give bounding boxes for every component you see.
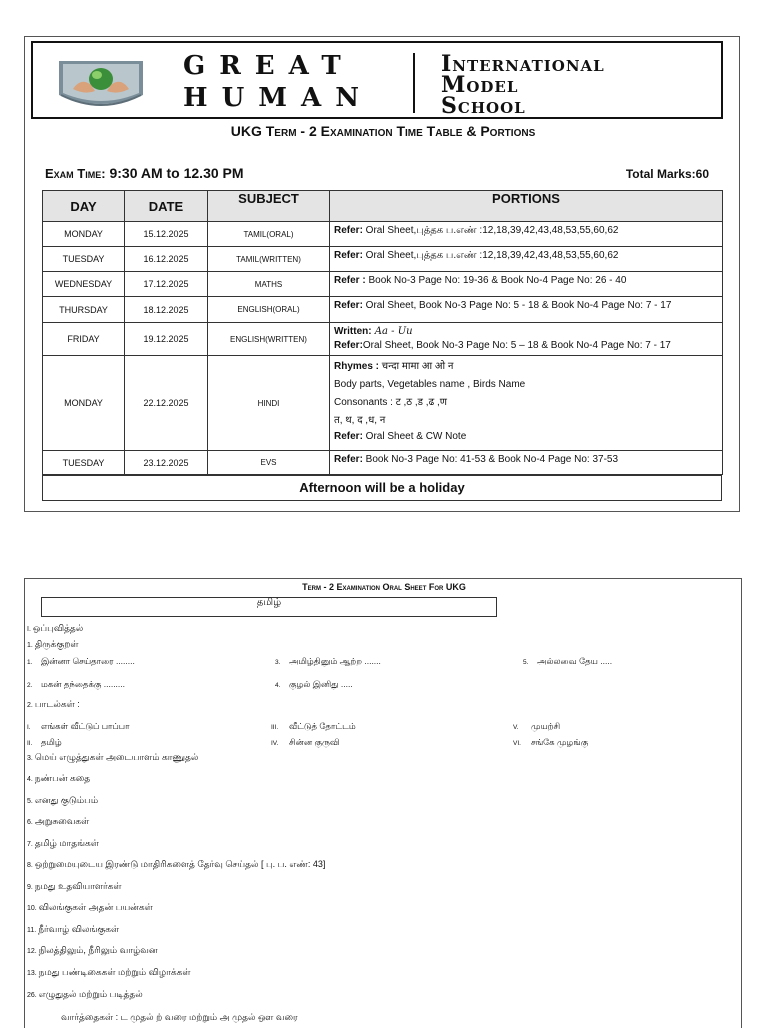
cell-date: 19.12.2025 <box>125 323 208 356</box>
cell-portions <box>330 222 723 247</box>
list-item <box>513 721 560 733</box>
portion-text: Oral Sheet,புத்தக ப.எண் :12,18,39,42,43,48,53,55,60,62 <box>362 250 619 261</box>
section-heading <box>27 623 83 635</box>
section-number: I. <box>27 626 31 633</box>
item-number: I. <box>27 724 31 731</box>
words-line: வார்த்தைகள் : ட முதல் ற் வரை மற்றும் அ முதல் ஔ வரை <box>61 1012 298 1022</box>
consonants-line-2: त, थ, द ,ध, न <box>334 415 386 426</box>
table-row <box>43 356 723 451</box>
topic-line <box>27 752 198 764</box>
cell-subject: EVS <box>208 451 330 475</box>
item-number: VI. <box>513 740 521 747</box>
rhymes-line <box>334 358 718 376</box>
section-heading <box>27 639 79 651</box>
section-number: 2. <box>27 702 33 709</box>
cell-portions <box>330 247 723 272</box>
item-number: III. <box>271 724 279 731</box>
cell-portions <box>330 323 723 356</box>
item-text: முயற்சி <box>531 721 561 731</box>
topic-text: எனது குடும்பம் <box>34 795 99 805</box>
topic-number: 8. <box>27 862 33 869</box>
list-item <box>523 656 612 668</box>
item-text: வீட்டுத் தோட்டம் <box>289 721 356 731</box>
cell-portions <box>330 451 723 475</box>
item-text: மகன் தந்தைக்கு ......... <box>41 679 126 689</box>
section-number: 1. <box>27 642 33 649</box>
school-name-school: School <box>441 93 526 119</box>
portion-text: Oral Sheet,புத்தக ப.எண் :12,18,39,42,43,48,53,55,60,62 <box>362 225 619 236</box>
table-row <box>43 222 723 247</box>
list-item <box>27 721 130 733</box>
item-text: சின்ன குருவி <box>289 737 340 747</box>
portion-text: Oral Sheet & CW Note <box>362 431 467 442</box>
cell-day: THURSDAY <box>43 297 125 323</box>
cell-date: 16.12.2025 <box>125 247 208 272</box>
cell-portions <box>330 297 723 323</box>
item-number: II. <box>27 740 33 747</box>
exam-time-label: Exam Time: <box>45 166 106 181</box>
topic-text: அறுசுவைகள் <box>34 816 90 826</box>
topic-line <box>27 924 119 936</box>
oral-sheet-page <box>24 578 742 1028</box>
topic-number: 10. <box>27 905 37 912</box>
topic-number: 12. <box>27 948 37 955</box>
topic-text: ஒற்றுமையுடைய இரண்டு மாதிரிகளைத் தேர்வு செய்தல் [ பு. ப. எண்: 43] <box>34 859 326 869</box>
section-text: பாடல்கள் : <box>34 699 80 709</box>
column-header-subject: SUBJECT <box>208 191 330 222</box>
written-line <box>334 325 718 339</box>
table-row <box>43 323 723 356</box>
refer-label: Refer: <box>334 340 363 351</box>
topic-text: நீர்வாழ் விலங்குகள் <box>38 924 120 934</box>
subject-box: தமிழ் <box>41 597 497 617</box>
topic-text: நமது பண்டிகைகள் மற்றும் விழாக்கள் <box>38 967 191 977</box>
refer-label: Refer: <box>334 431 363 442</box>
topic-number: 11. <box>27 927 37 934</box>
column-header-portions: PORTIONS <box>330 191 723 222</box>
list-item <box>271 721 356 733</box>
cell-day: TUESDAY <box>43 451 125 475</box>
topic-line <box>27 859 325 871</box>
table-row <box>43 272 723 297</box>
topic-line <box>27 773 90 785</box>
topic-text: நமது உதவியாளர்கள் <box>34 881 122 891</box>
refer-line <box>334 339 718 353</box>
item-number: 2. <box>27 682 33 689</box>
item-number: 3. <box>275 659 281 666</box>
cell-subject: ENGLISH(WRITTEN) <box>208 323 330 356</box>
topic-line <box>27 816 89 828</box>
rhymes-value: चन्दा मामा आ ओ न <box>379 361 454 372</box>
item-text: சங்கே முழங்கு <box>531 737 589 747</box>
total-marks: Total Marks:60 <box>625 167 709 181</box>
topic-number: 13. <box>27 970 37 977</box>
section-heading <box>27 699 80 711</box>
topic-number: 7. <box>27 841 33 848</box>
cell-day: MONDAY <box>43 356 125 451</box>
item-text: இன்னா செய்தாரை ........ <box>41 656 135 666</box>
topic-number: 26. <box>27 992 37 999</box>
table-row <box>43 297 723 323</box>
refer-label: Refer: <box>334 250 363 261</box>
cell-subject: HINDI <box>208 356 330 451</box>
list-item <box>513 737 588 749</box>
school-logo-icon <box>51 55 151 111</box>
portion-text: Book No-3 Page No: 19-36 & Book No-4 Page No: 26 - 40 <box>365 275 627 286</box>
topic-line <box>27 902 153 914</box>
list-item <box>275 679 353 691</box>
column-header-day: DAY <box>43 191 125 222</box>
school-name-great: GREAT <box>183 51 355 81</box>
cell-day: TUESDAY <box>43 247 125 272</box>
section-text: ஒப்புவித்தல் <box>32 623 84 633</box>
topic-text: விலங்குகள் அதன் பயன்கள் <box>38 902 153 912</box>
topic-line <box>27 795 98 807</box>
topic-line <box>27 945 158 957</box>
timetable-title: UKG Term - 2 Examination Time Table & Portions <box>230 123 536 139</box>
list-item <box>27 656 135 668</box>
topic-line <box>27 989 143 1001</box>
cell-day: MONDAY <box>43 222 125 247</box>
list-item <box>27 679 125 691</box>
topic-number: 5. <box>27 798 33 805</box>
written-label: Written: <box>334 326 372 337</box>
topic-number: 6. <box>27 819 33 826</box>
topic-number: 4. <box>27 776 33 783</box>
portion-text: Oral Sheet, Book No-3 Page No: 5 – 18 & Book No-4 Page No: 7 - 17 <box>362 340 671 351</box>
cell-date: 22.12.2025 <box>125 356 208 451</box>
table-row <box>43 451 723 475</box>
column-header-date: DATE <box>125 191 208 222</box>
school-name-human: HUMAN <box>183 83 373 113</box>
table-header-row <box>43 191 723 222</box>
holiday-note: Afternoon will be a holiday <box>42 475 722 501</box>
cell-subject: TAMIL(WRITTEN) <box>208 247 330 272</box>
list-item <box>271 737 340 749</box>
header-divider <box>413 53 415 113</box>
topic-line <box>27 967 190 979</box>
rhymes-label: Rhymes : <box>334 361 380 372</box>
topic-line <box>27 881 122 893</box>
item-number: 1. <box>27 659 33 666</box>
timetable-table <box>42 190 723 475</box>
portion-line: Body parts, Vegetables name , Birds Name <box>334 379 526 390</box>
topic-number: 9. <box>27 884 33 891</box>
item-text: அமிழ்தினும் ஆற்ற ....... <box>289 656 381 666</box>
exam-time <box>45 165 244 181</box>
item-number: 4. <box>275 682 281 689</box>
cell-day: WEDNESDAY <box>43 272 125 297</box>
consonants-line: Consonants : ट ,ठ ,ड ,ढ ,ण <box>334 397 447 408</box>
item-number: IV. <box>271 740 279 747</box>
list-item <box>275 656 381 668</box>
item-number: V. <box>513 724 519 731</box>
item-text: அல்லவை தேய ..... <box>537 656 613 666</box>
refer-line <box>334 430 718 443</box>
cell-portions <box>330 356 723 451</box>
list-item <box>27 737 62 749</box>
refer-label: Refer: <box>334 225 363 236</box>
refer-label: Refer: <box>334 300 363 311</box>
cell-subject: ENGLISH(ORAL) <box>208 297 330 323</box>
refer-label: Refer : <box>334 275 366 286</box>
topic-text: மெய் எழுத்துகள் அடையாளம் காணுதல் <box>34 752 199 762</box>
school-header <box>31 41 723 119</box>
item-text: தமிழ் <box>41 737 62 747</box>
cell-day: FRIDAY <box>43 323 125 356</box>
topic-text: எழுதுதல் மற்றும் படித்தல் <box>38 989 143 999</box>
portion-text: Oral Sheet, Book No-3 Page No: 5 - 18 & Book No-4 Page No: 7 - 17 <box>362 300 672 311</box>
topic-text: தமிழ் மாதங்கள் <box>34 838 99 848</box>
item-text: குழல் இனிது ..... <box>289 679 353 689</box>
oral-sheet-title: Term - 2 Examination Oral Sheet For UKG <box>302 582 466 592</box>
topic-line <box>27 838 99 850</box>
cell-date: 15.12.2025 <box>125 222 208 247</box>
timetable-page <box>24 36 740 512</box>
item-number: 5. <box>523 659 529 666</box>
topic-text: நிலத்திலும், நீரிலும் வாழ்வன <box>38 945 158 955</box>
topic-number: 3. <box>27 755 33 762</box>
cell-date: 23.12.2025 <box>125 451 208 475</box>
refer-label: Refer: <box>334 454 363 465</box>
portion-text: Book No-3 Page No: 41-53 & Book No-4 Page No: 37-53 <box>362 454 619 465</box>
section-text: திருக்குறள் <box>34 639 79 649</box>
school-name-model: Model <box>441 72 519 98</box>
exam-time-value: 9:30 AM to 12.30 PM <box>109 165 244 181</box>
item-text: எங்கள் வீட்டுப் பாப்பா <box>41 721 130 731</box>
cell-portions <box>330 272 723 297</box>
cell-subject: TAMIL(ORAL) <box>208 222 330 247</box>
school-name-international: International <box>441 51 605 77</box>
cell-date: 17.12.2025 <box>125 272 208 297</box>
table-row <box>43 247 723 272</box>
topic-text: நண்பன் கதை <box>34 773 91 783</box>
written-value: Aa - Uu <box>371 326 413 337</box>
cell-date: 18.12.2025 <box>125 297 208 323</box>
cell-subject: MATHS <box>208 272 330 297</box>
